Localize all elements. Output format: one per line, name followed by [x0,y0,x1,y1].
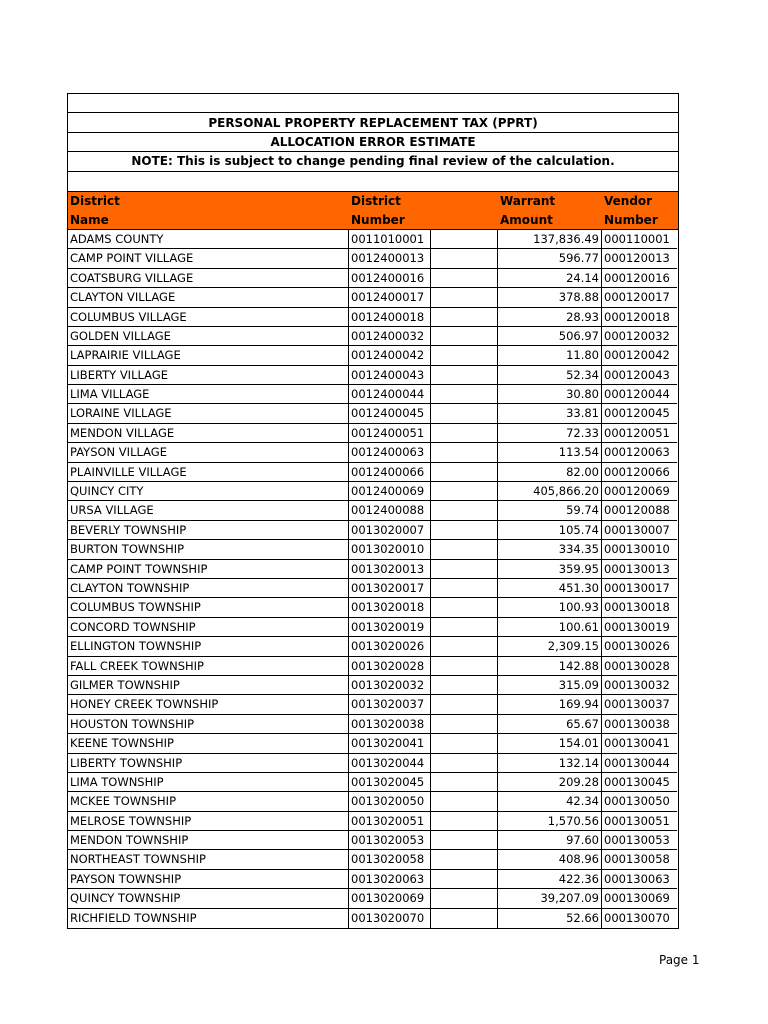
warrant-amount-cell: 132.14 [498,754,602,773]
vendor-number-cell: 000120044 [602,385,677,404]
district-number-cell: 0013020069 [349,889,431,908]
empty-cell [431,443,498,462]
empty-cell [431,715,498,734]
district-name-cell: BEVERLY TOWNSHIP [68,521,349,540]
warrant-amount-cell: 408.96 [498,850,602,869]
column-header-line: District [351,193,401,208]
vendor-number-cell: 000130070 [604,910,670,925]
warrant-amount-cell: 169.94 [498,695,602,714]
table-row [68,909,678,928]
district-name-cell: LIBERTY VILLAGE [68,366,349,385]
empty-cell [431,579,498,598]
table-row [68,870,678,889]
vendor-number-cell: 000130041 [602,734,677,753]
vendor-number-cell: 000120043 [602,366,677,385]
warrant-amount-cell: 359.95 [498,560,602,579]
column-header-line: Number [351,212,405,227]
district-number-cell: 0013020007 [349,521,431,540]
column-header-line: Amount [500,212,553,227]
warrant-amount-cell: 334.35 [498,540,602,559]
district-name-cell: CONCORD TOWNSHIP [68,618,349,637]
vendor-number-cell: 000120045 [602,404,677,423]
table-row [68,598,678,617]
district-number-cell: 0012400051 [349,424,431,443]
district-number-cell: 0013020053 [349,831,431,850]
table-row [68,288,678,307]
district-name-cell: URSA VILLAGE [68,501,349,520]
district-number-cell: 0013020017 [349,579,431,598]
table-row [68,482,678,501]
warrant-amount-cell: 506.97 [498,327,602,346]
empty-cell [431,230,498,249]
vendor-number-cell: 000120051 [602,424,677,443]
district-number-cell: 0012400069 [349,482,431,501]
vendor-number-cell: 000130053 [602,831,677,850]
warrant-amount-cell: 72.33 [498,424,602,443]
report-subtitle: ALLOCATION ERROR ESTIMATE [68,133,678,152]
district-number-cell: 0011010001 [349,230,431,249]
district-name-cell: ADAMS COUNTY [68,230,349,249]
district-number-cell: 0013020018 [349,598,431,617]
empty-cell [431,831,498,850]
vendor-number-cell: 000110001 [602,230,677,249]
district-name-cell: PLAINVILLE VILLAGE [68,463,349,482]
vendor-number-cell: 000130051 [602,812,677,831]
warrant-amount-cell: 65.67 [498,715,602,734]
warrant-amount-cell: 315.09 [498,676,602,695]
vendor-number-cell: 000120013 [602,249,677,268]
vendor-number-cell: 000130058 [602,850,677,869]
vendor-number-cell: 000120042 [602,346,677,365]
empty-cell [431,463,498,482]
district-name-cell: NORTHEAST TOWNSHIP [68,850,349,869]
table-row [68,695,678,714]
empty-cell [431,812,498,831]
table-row [68,327,678,346]
district-name-cell: MELROSE TOWNSHIP [68,812,349,831]
empty-cell [431,346,498,365]
warrant-amount-cell: 11.80 [498,346,602,365]
table-row [68,230,678,249]
district-name-cell: FALL CREEK TOWNSHIP [68,657,349,676]
column-header-empty [431,192,498,229]
warrant-amount-cell: 39,207.09 [498,889,602,908]
table-row [68,308,678,327]
report-note: NOTE: This is subject to change pending final review of the calculation. [68,152,678,171]
table-row [68,792,678,811]
warrant-amount-cell: 24.14 [498,269,602,288]
district-number-cell: 0012400088 [349,501,431,520]
table-row [68,366,678,385]
empty-cell [431,501,498,520]
vendor-number-cell: 000130010 [602,540,677,559]
district-number-cell: 0013020028 [349,657,431,676]
vendor-number-cell: 000130007 [602,521,677,540]
empty-cell [431,288,498,307]
district-name-cell: CLAYTON VILLAGE [68,288,349,307]
warrant-amount-cell: 422.36 [498,870,602,889]
empty-cell [431,773,498,792]
vendor-number-cell: 000130069 [602,889,677,908]
column-header-vendor-number [602,192,677,229]
district-name-cell: BURTON TOWNSHIP [68,540,349,559]
district-name-cell: RICHFIELD TOWNSHIP [68,909,349,928]
empty-cell [431,695,498,714]
vendor-number-cell: 000120088 [602,501,677,520]
empty-cell [431,521,498,540]
district-number-cell: 0013020010 [349,540,431,559]
vendor-number-cell: 000130063 [602,870,677,889]
warrant-amount-cell: 2,309.15 [498,637,602,656]
vendor-number-cell: 000120032 [602,327,677,346]
district-number-cell: 0012400045 [349,404,431,423]
vendor-number-cell: 000120069 [602,482,677,501]
warrant-amount-cell: 1,570.56 [498,812,602,831]
vendor-number-cell: 000130019 [602,618,677,637]
district-number-cell: 0012400016 [349,269,431,288]
district-name-cell: MENDON TOWNSHIP [68,831,349,850]
warrant-amount-cell: 378.88 [498,288,602,307]
district-name-cell: PAYSON VILLAGE [68,443,349,462]
district-name-cell: PAYSON TOWNSHIP [68,870,349,889]
vendor-number-cell: 000130045 [602,773,677,792]
district-number-cell: 0013020019 [349,618,431,637]
district-number-cell: 0012400063 [349,443,431,462]
warrant-amount-cell: 154.01 [498,734,602,753]
column-header-warrant-amount [498,192,602,229]
district-name-cell: LAPRAIRIE VILLAGE [68,346,349,365]
table-row [68,443,678,462]
warrant-amount-cell: 33.81 [498,404,602,423]
table-row [68,889,678,908]
vendor-number-cell: 000130038 [602,715,677,734]
warrant-amount-cell: 105.74 [498,521,602,540]
district-name-cell: LIMA TOWNSHIP [68,773,349,792]
table-row [68,676,678,695]
warrant-amount-cell: 97.60 [498,831,602,850]
district-name-cell: COLUMBUS TOWNSHIP [68,598,349,617]
vendor-number-cell: 000120017 [602,288,677,307]
warrant-amount-cell: 113.54 [498,443,602,462]
empty-cell [431,676,498,695]
empty-cell [431,308,498,327]
district-name-cell: HONEY CREEK TOWNSHIP [68,695,349,714]
page-number: Page 1 [659,953,700,967]
column-header-row [68,191,678,230]
report-title: PERSONAL PROPERTY REPLACEMENT TAX (PPRT) [68,113,678,132]
district-number-cell: 0013020037 [349,695,431,714]
empty-cell [431,792,498,811]
district-number-cell: 0012400043 [349,366,431,385]
table-body [68,230,678,928]
district-name-cell: COATSBURG VILLAGE [68,269,349,288]
district-name-cell: MCKEE TOWNSHIP [68,792,349,811]
column-header-line: Number [604,212,658,227]
warrant-amount-cell: 405,866.20 [498,482,602,501]
district-name-cell: QUINCY CITY [68,482,349,501]
vendor-number-cell: 000130032 [602,676,677,695]
column-header-district-number [349,192,431,229]
table-row [68,269,678,288]
district-name-cell: ELLINGTON TOWNSHIP [68,637,349,656]
table-row [68,424,678,443]
district-number-cell: 0013020041 [349,734,431,753]
district-number-cell: 0013020050 [349,792,431,811]
district-number-cell: 0013020063 [349,870,431,889]
district-name-cell: KEENE TOWNSHIP [68,734,349,753]
empty-cell [431,637,498,656]
table-row [68,404,678,423]
vendor-number-cell: 000130044 [602,754,677,773]
empty-cell [431,754,498,773]
empty-cell [431,850,498,869]
empty-cell [431,889,498,908]
empty-cell [431,269,498,288]
district-name-cell: QUINCY TOWNSHIP [68,889,349,908]
district-number-cell: 0012400042 [349,346,431,365]
empty-cell [431,560,498,579]
warrant-amount-cell: 52.66 [498,909,602,928]
district-name-cell: COLUMBUS VILLAGE [68,308,349,327]
district-number-cell: 0012400017 [349,288,431,307]
warrant-amount-cell: 451.30 [498,579,602,598]
district-name-cell: LIBERTY TOWNSHIP [68,754,349,773]
table-row [68,754,678,773]
table-row [68,579,678,598]
empty-cell [431,618,498,637]
district-name-cell: CAMP POINT TOWNSHIP [68,560,349,579]
spacer-row [68,172,678,191]
empty-cell [431,404,498,423]
vendor-number-cell: 000130018 [602,598,677,617]
vendor-number-cell: 000120018 [602,308,677,327]
table-row [68,385,678,404]
district-number-cell: 0013020044 [349,754,431,773]
district-number-cell: 0013020032 [349,676,431,695]
warrant-amount-cell: 59.74 [498,501,602,520]
column-header-line: Vendor [604,193,653,208]
empty-cell [431,909,498,928]
district-name-cell: HOUSTON TOWNSHIP [68,715,349,734]
district-number-cell: 0012400032 [349,327,431,346]
empty-cell [431,385,498,404]
district-number-cell: 0013020013 [349,560,431,579]
vendor-number-cell: 000130017 [602,579,677,598]
vendor-number-cell: 000130026 [602,637,677,656]
warrant-amount-cell: 82.00 [498,463,602,482]
table-row [68,850,678,869]
warrant-amount-cell: 42.34 [498,792,602,811]
table-row [68,540,678,559]
table-row [68,715,678,734]
table-row [68,637,678,656]
table-row [68,657,678,676]
table-row [68,346,678,365]
table-row [68,734,678,753]
district-name-cell: CAMP POINT VILLAGE [68,249,349,268]
district-name-cell: LIMA VILLAGE [68,385,349,404]
empty-cell [431,424,498,443]
warrant-amount-cell: 52.34 [498,366,602,385]
district-number-cell: 0012400044 [349,385,431,404]
blank-header-row [68,94,678,113]
empty-cell [431,657,498,676]
report-table [67,93,679,929]
empty-cell [431,249,498,268]
vendor-number-cell: 000130013 [602,560,677,579]
district-number-cell: 0013020070 [349,909,431,928]
warrant-amount-cell: 28.93 [498,308,602,327]
district-number-cell: 0013020051 [349,812,431,831]
district-number-cell: 0012400066 [349,463,431,482]
empty-cell [431,734,498,753]
vendor-number-cell: 000120016 [602,269,677,288]
table-row [68,501,678,520]
district-number-cell: 0012400018 [349,308,431,327]
district-number-cell: 0012400013 [349,249,431,268]
empty-cell [431,327,498,346]
column-header-line: Warrant [500,193,556,208]
table-row [68,521,678,540]
warrant-amount-cell: 209.28 [498,773,602,792]
warrant-amount-cell: 30.80 [498,385,602,404]
district-name-cell: GOLDEN VILLAGE [68,327,349,346]
district-number-cell: 0013020038 [349,715,431,734]
table-row [68,249,678,268]
table-row [68,831,678,850]
empty-cell [431,870,498,889]
warrant-amount-cell: 596.77 [498,249,602,268]
district-name-cell: MENDON VILLAGE [68,424,349,443]
vendor-number-cell: 000130028 [602,657,677,676]
vendor-number-cell: 000130050 [602,792,677,811]
vendor-number-cell: 000120063 [602,443,677,462]
warrant-amount-cell: 100.61 [498,618,602,637]
warrant-amount-cell: 142.88 [498,657,602,676]
warrant-amount-cell: 137,836.49 [498,230,602,249]
column-header-district-name [68,192,349,229]
empty-cell [431,366,498,385]
table-row [68,773,678,792]
column-header-line: Name [70,212,109,227]
district-name-cell: GILMER TOWNSHIP [68,676,349,695]
vendor-number-cell: 000130037 [602,695,677,714]
warrant-amount-cell: 100.93 [498,598,602,617]
district-number-cell: 0013020045 [349,773,431,792]
table-row [68,618,678,637]
district-name-cell: LORAINE VILLAGE [68,404,349,423]
district-name-cell: CLAYTON TOWNSHIP [68,579,349,598]
table-row [68,463,678,482]
vendor-number-cell: 000120066 [602,463,677,482]
empty-cell [431,482,498,501]
table-row [68,560,678,579]
district-number-cell: 0013020058 [349,850,431,869]
empty-cell [431,540,498,559]
district-number-cell: 0013020026 [349,637,431,656]
table-row [68,812,678,831]
empty-cell [431,598,498,617]
column-header-line: District [70,193,120,208]
